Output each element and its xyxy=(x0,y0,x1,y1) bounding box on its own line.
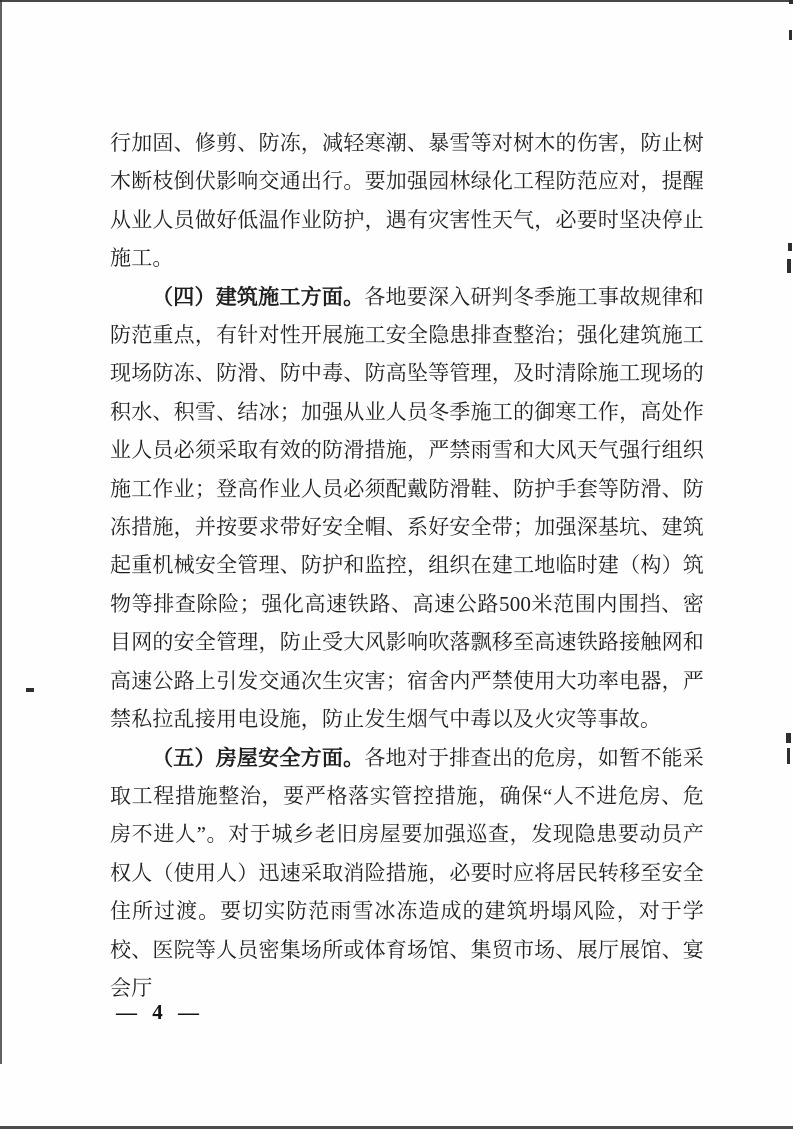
section-4-heading: （四）建筑施工方面。 xyxy=(152,284,365,309)
scan-artifact xyxy=(26,688,34,692)
scan-edge-left xyxy=(0,0,2,1064)
paragraph-continuation xyxy=(110,124,704,278)
scan-artifact xyxy=(788,243,792,251)
scan-artifact xyxy=(789,30,792,40)
scan-artifact xyxy=(789,0,793,4)
scan-artifact xyxy=(787,748,790,764)
document-body xyxy=(110,124,704,1007)
scan-edge-top xyxy=(0,0,793,2)
section-5-heading: （五）房屋安全方面。 xyxy=(152,745,365,770)
scan-artifact xyxy=(787,259,791,273)
paragraph-section-5 xyxy=(110,739,704,1008)
scan-artifact xyxy=(786,733,791,743)
page-number: — 4 — xyxy=(116,1000,201,1024)
paragraph-section-4 xyxy=(110,278,704,739)
paragraph-text: 行加固、修剪、防冻，减轻寒潮、暴雪等对树木的伤害，防止树木断枝倒伏影响交通出行。要加强园林绿化工程防范应对，提醒从业人员做好低温作业防护，遇有灾害性天气，必要时坚决停止施工。 xyxy=(110,131,704,271)
section-5-text: 各地对于排查出的危房，如暂不能采取工程措施整治，要严格落实管控措施，确保“人不进危房、危房不进人”。对于城乡老旧房屋要加强巡查，发现隐患要动员产权人（使用人）迅速采取消险措施，必要时应将居民转移至安全住所过渡。要切实防范雨雪冰冻造成的建筑坍塌风险，对于学校、医院等人员密集场所或体育场馆、集贸市场、展厅展馆、宴会厅 xyxy=(110,745,705,1000)
section-4-text: 各地要深入研判冬季施工事故规律和防范重点，有针对性开展施工安全隐患排查整治；强化建筑施工现场防冻、防滑、防中毒、防高坠等管理，及时清除施工现场的积水、积雪、结冰；加强从业人员冬季施工的御寒工作，高处作业人员必须采取有效的防滑措施，严禁雨雪和大风天气强行组织施工作业；登高作业人员必须配戴防滑鞋、防护手套等防滑、防冻措施，并按要求带好安全帽、系好安全带；加强深基坑、建筑起重机械安全管理、防护和监控，组织在建工地临时建（构）筑物等排查除险；强化高速铁路、高速公路500米范围内围挡、密目网的安全管理，防止受大风影响吹落飘移至高速铁路接触网和高速公路上引发交通次生灾害；宿舍内严禁使用大功率电器，严禁私拉乱接用电设施，防止发生烟气中毒以及火灾等事故。 xyxy=(110,284,705,732)
